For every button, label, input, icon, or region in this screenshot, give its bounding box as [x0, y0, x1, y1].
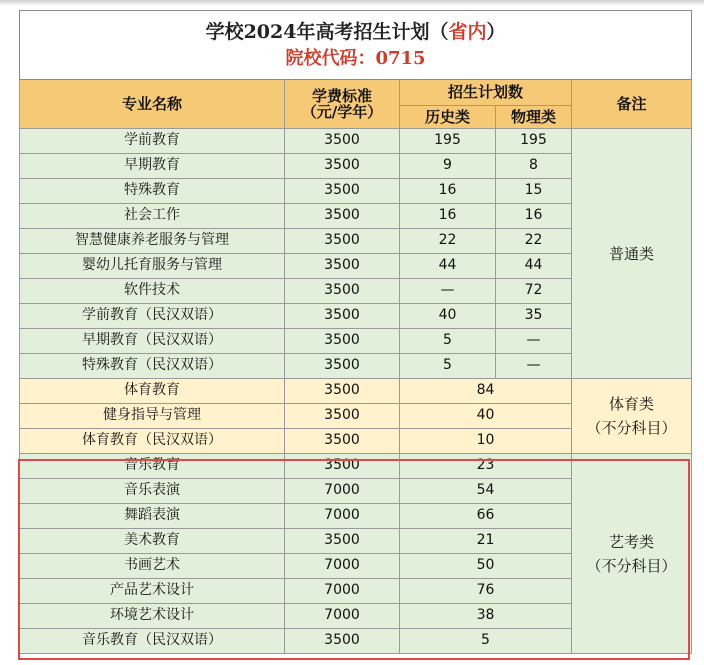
table-row	[20, 129, 692, 154]
plan-total-cell: 5	[400, 629, 572, 654]
major-name-cell: 智慧健康养老服务与管理	[20, 229, 285, 254]
physics-count-cell: 15	[496, 179, 572, 204]
major-name-cell: 书画艺术	[20, 554, 285, 579]
remark-subnote: （不分科目）	[586, 419, 677, 437]
table-row	[20, 454, 692, 479]
physics-count-cell: —	[496, 329, 572, 354]
plan-total-cell: 66	[400, 504, 572, 529]
major-name-cell: 音乐表演	[20, 479, 285, 504]
table-row	[20, 379, 692, 404]
major-name-cell: 婴幼儿托育服务与管理	[20, 254, 285, 279]
fee-cell: 3500	[285, 229, 400, 254]
fee-cell: 7000	[285, 579, 400, 604]
major-name-cell: 特殊教育（民汉双语）	[20, 354, 285, 379]
history-count-cell: 44	[400, 254, 496, 279]
plan-total-cell: 54	[400, 479, 572, 504]
plan-total-cell: 84	[400, 379, 572, 404]
top-edge-strip	[0, 0, 704, 6]
fee-cell: 3500	[285, 529, 400, 554]
fee-cell: 3500	[285, 204, 400, 229]
fee-cell: 3500	[285, 279, 400, 304]
major-name-cell: 环境艺术设计	[20, 604, 285, 629]
plan-total-cell: 10	[400, 429, 572, 454]
history-count-cell: 5	[400, 329, 496, 354]
physics-count-cell: 8	[496, 154, 572, 179]
physics-count-cell: 195	[496, 129, 572, 154]
fee-cell: 3500	[285, 129, 400, 154]
fee-cell: 3500	[285, 179, 400, 204]
physics-count-cell: 44	[496, 254, 572, 279]
plan-total-cell: 76	[400, 579, 572, 604]
remark-subnote: （不分科目）	[586, 556, 677, 575]
major-name-cell: 体育教育	[20, 379, 285, 404]
fee-cell: 3500	[285, 404, 400, 429]
fee-cell: 3500	[285, 379, 400, 404]
fee-cell: 3500	[285, 454, 400, 479]
history-count-cell: 16	[400, 204, 496, 229]
header-plan: 招生计划数	[400, 80, 572, 106]
physics-count-cell: 22	[496, 229, 572, 254]
header-history: 历史类	[400, 106, 496, 129]
major-name-cell: 音乐教育	[20, 454, 285, 479]
physics-count-cell: 72	[496, 279, 572, 304]
major-name-cell: 体育教育（民汉双语）	[20, 429, 285, 454]
header-fee: 学费标准 （元/学年）	[285, 80, 400, 129]
plan-total-cell: 21	[400, 529, 572, 554]
major-name-cell: 健身指导与管理	[20, 404, 285, 429]
remark-category: 普通类	[609, 244, 655, 263]
plan-total-cell: 38	[400, 604, 572, 629]
major-name-cell: 美术教育	[20, 529, 285, 554]
fee-cell: 3500	[285, 304, 400, 329]
major-name-cell: 音乐教育（民汉双语）	[20, 629, 285, 654]
remark-cell	[572, 129, 692, 379]
fee-cell: 3500	[285, 429, 400, 454]
fee-cell: 7000	[285, 479, 400, 504]
fee-cell: 7000	[285, 504, 400, 529]
title-highlight: 省内	[448, 20, 487, 43]
major-name-cell: 学前教育（民汉双语）	[20, 304, 285, 329]
fee-cell: 3500	[285, 254, 400, 279]
remark-category: 体育类	[609, 395, 655, 413]
history-count-cell: 5	[400, 354, 496, 379]
table-title-cell	[20, 11, 692, 80]
physics-count-cell: 35	[496, 304, 572, 329]
major-name-cell: 舞蹈表演	[20, 504, 285, 529]
fee-cell: 3500	[285, 629, 400, 654]
physics-count-cell: —	[496, 354, 572, 379]
major-name-cell: 产品艺术设计	[20, 579, 285, 604]
major-name-cell: 早期教育（民汉双语）	[20, 329, 285, 354]
history-count-cell: 16	[400, 179, 496, 204]
major-name-cell: 软件技术	[20, 279, 285, 304]
table-title: 学校2024年高考招生计划（省内）	[205, 20, 506, 43]
fee-cell: 3500	[285, 154, 400, 179]
history-count-cell: —	[400, 279, 496, 304]
institution-code: 院校代码：0715	[285, 47, 426, 69]
major-name-cell: 社会工作	[20, 204, 285, 229]
fee-cell: 7000	[285, 554, 400, 579]
fee-cell: 7000	[285, 604, 400, 629]
header-physics: 物理类	[496, 106, 572, 129]
history-count-cell: 40	[400, 304, 496, 329]
fee-cell: 3500	[285, 329, 400, 354]
header-major: 专业名称	[20, 80, 285, 129]
major-name-cell: 特殊教育	[20, 179, 285, 204]
plan-total-cell: 50	[400, 554, 572, 579]
header-remark: 备注	[572, 80, 692, 129]
major-name-cell: 早期教育	[20, 154, 285, 179]
remark-cell	[572, 379, 692, 454]
plan-total-cell: 40	[400, 404, 572, 429]
plan-total-cell: 23	[400, 454, 572, 479]
physics-count-cell: 16	[496, 204, 572, 229]
major-name-cell: 学前教育	[20, 129, 285, 154]
history-count-cell: 22	[400, 229, 496, 254]
fee-cell: 3500	[285, 354, 400, 379]
history-count-cell: 195	[400, 129, 496, 154]
remark-category: 艺考类	[609, 532, 655, 551]
enrollment-plan-table	[19, 10, 692, 654]
remark-cell	[572, 454, 692, 654]
history-count-cell: 9	[400, 154, 496, 179]
